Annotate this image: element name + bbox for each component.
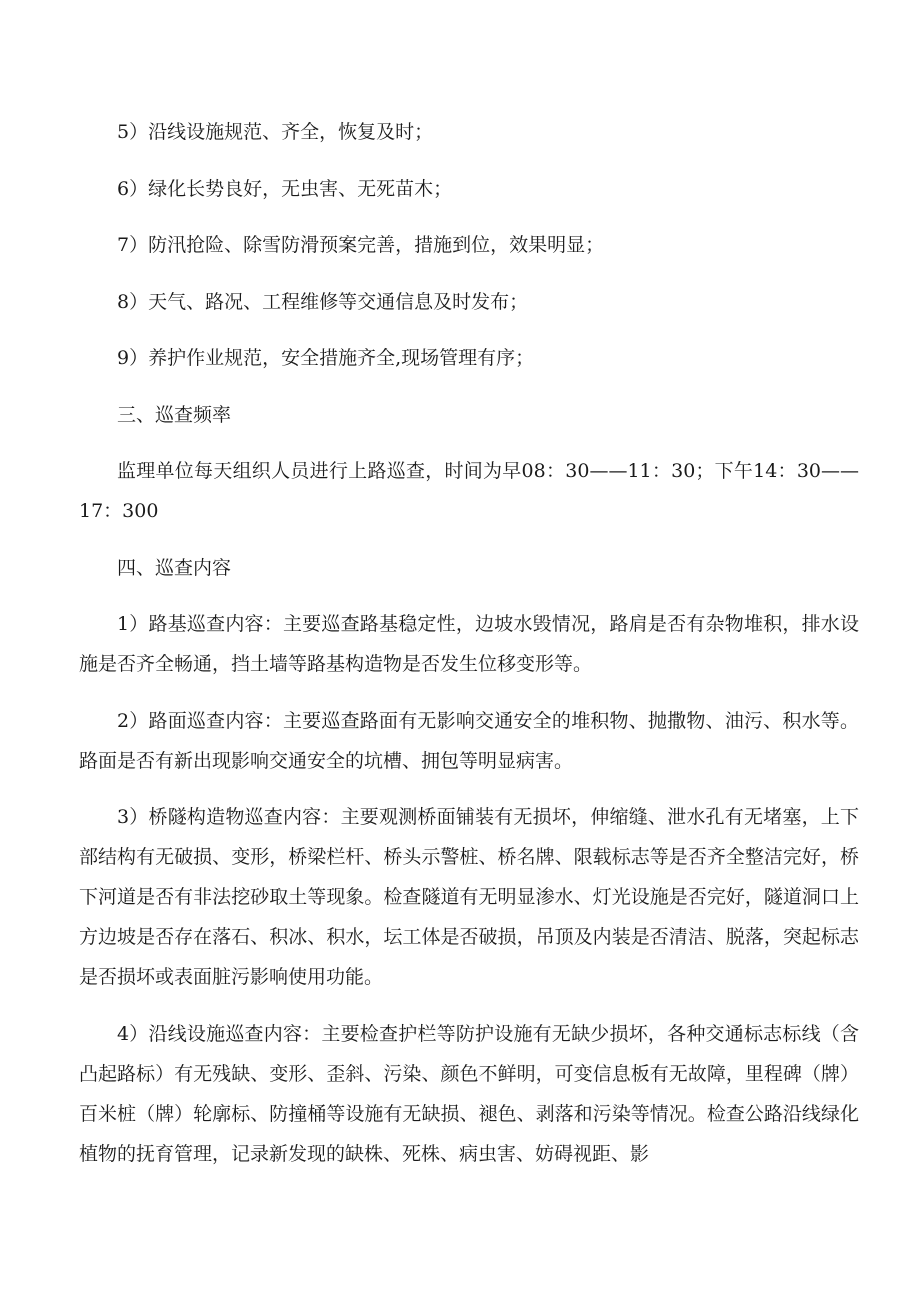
inspection-schedule: 监理单位每天组织人员进行上路巡查，时间为早08：30——11：30；下午14：30——17：300 [79,460,859,522]
criterion-5: 5）沿线设施规范、齐全，恢复及时； [117,121,434,143]
content-bridge-tunnel: 3）桥隧构造物巡查内容：主要观测桥面铺装有无损坏，伸缩缝、泄水孔有无堵塞，上下部结构有无破损、变形，桥梁栏杆、桥头示警桩、桥名牌、限载标志等是否齐全整洁完好，桥下河道是否有非法挖砂取土等现象。检查隧道有无明显渗水、灯光设施是否完好，隧道洞口上方边坡是否存在落石、积冰、积水，坛工体是否破损，吊顶及内装是否清洁、脱落，突起标志是否损坏或表面脏污影响使用功能。 [79,806,859,988]
section-heading-content: 四、巡查内容 [117,556,232,579]
content-roadside-facilities: 4）沿线设施巡查内容：主要检查护栏等防护设施有无缺少损坏，各种交通标志标线（含凸起路标）有无残缺、变形、歪斜、污染、颜色不鲜明，可变信息板有无故障，里程碑（牌）百米桩（牌）轮廓标、防撞桶等设施有无缺损、褪色、剥落和污染等情况。检查公路沿线绿化植物的抚育管理，记录新发现的缺株、死株、病虫害、妨碍视距、影 [79,1022,859,1165]
content-pavement: 2）路面巡查内容：主要巡查路面有无影响交通安全的堆积物、抛撒物、油污、积水等。路面是否有新出现影响交通安全的坑槽、拥包等明显病害。 [79,709,859,772]
criterion-6: 6）绿化长势良好，无虫害、无死苗木； [117,177,453,200]
criterion-9: 9）养护作业规范，安全措施齐全,现场管理有序； [117,347,535,369]
criterion-7: 7）防汛抢险、除雪防滑预案完善，措施到位，效果明显； [117,234,605,256]
content-roadbed: 1）路基巡查内容：主要巡查路基稳定性，边坡水毁情况，路肩是否有杂物堆积，排水设施是否齐全畅通，挡土墙等路基构造物是否发生位移变形等。 [79,613,859,675]
criterion-8: 8）天气、路况、工程维修等交通信息及时发布； [117,290,529,313]
section-heading-frequency: 三、巡查频率 [117,403,232,426]
document-body [79,112,859,1190]
